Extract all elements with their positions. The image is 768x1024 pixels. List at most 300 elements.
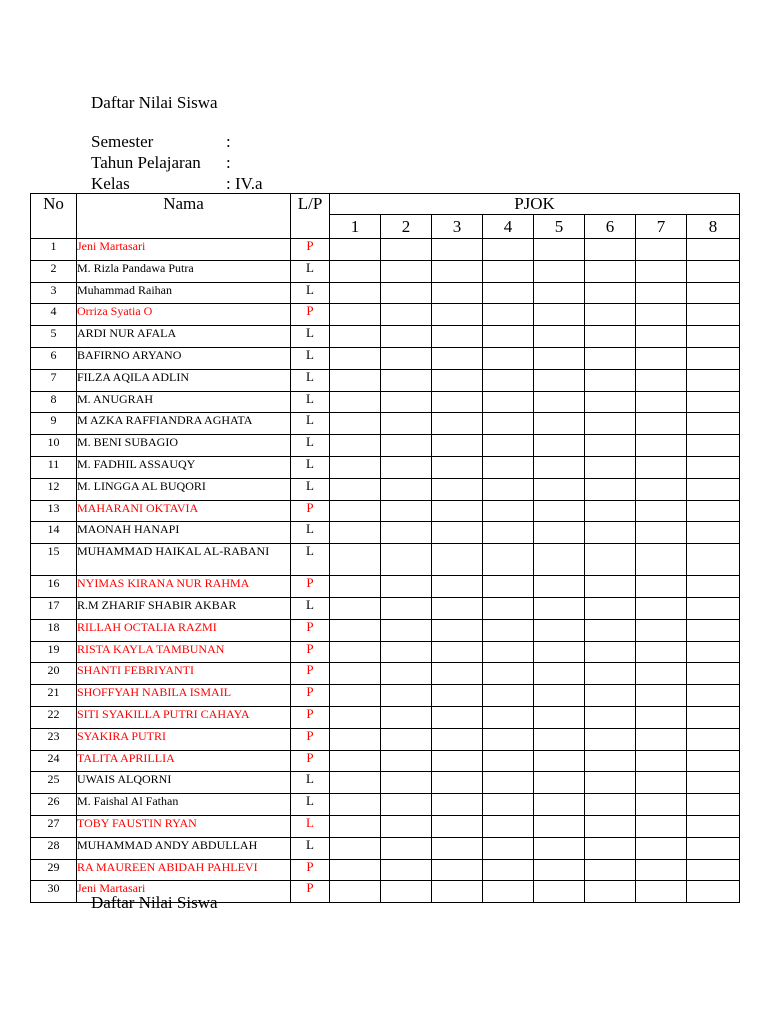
row-number: 28 bbox=[31, 837, 77, 859]
grade-cell[interactable] bbox=[534, 815, 585, 837]
grade-cell[interactable] bbox=[687, 347, 740, 369]
grade-cell[interactable] bbox=[483, 522, 534, 544]
student-name: M. LINGGA AL BUQORI bbox=[77, 478, 291, 500]
grade-cell[interactable] bbox=[330, 478, 381, 500]
grade-cell[interactable] bbox=[330, 728, 381, 750]
grade-cell[interactable] bbox=[381, 685, 432, 707]
grade-cell[interactable] bbox=[687, 239, 740, 261]
grades-table bbox=[30, 193, 740, 903]
grade-cell[interactable] bbox=[585, 456, 636, 478]
grade-cell[interactable] bbox=[585, 772, 636, 794]
grade-cell[interactable] bbox=[381, 544, 432, 576]
student-name: ARDI NUR AFALA bbox=[77, 326, 291, 348]
grade-cell[interactable] bbox=[432, 597, 483, 619]
grade-cell[interactable] bbox=[330, 641, 381, 663]
grade-cell[interactable] bbox=[483, 641, 534, 663]
grade-cell[interactable] bbox=[636, 435, 687, 457]
table-row bbox=[31, 544, 740, 576]
grade-cell[interactable] bbox=[687, 859, 740, 881]
grade-cell[interactable] bbox=[432, 326, 483, 348]
student-gender: P bbox=[291, 500, 330, 522]
grade-cell[interactable] bbox=[381, 619, 432, 641]
grade-cell[interactable] bbox=[330, 815, 381, 837]
grade-cell[interactable] bbox=[432, 576, 483, 598]
grade-cell[interactable] bbox=[687, 456, 740, 478]
grade-cell[interactable] bbox=[381, 772, 432, 794]
grade-cell[interactable] bbox=[330, 772, 381, 794]
header-column-1: 1 bbox=[330, 215, 381, 239]
grade-cell[interactable] bbox=[636, 500, 687, 522]
grade-cell[interactable] bbox=[534, 794, 585, 816]
grade-cell[interactable] bbox=[381, 347, 432, 369]
grade-cell[interactable] bbox=[585, 522, 636, 544]
student-gender: L bbox=[291, 597, 330, 619]
grade-cell[interactable] bbox=[432, 685, 483, 707]
grade-cell[interactable] bbox=[432, 881, 483, 903]
grade-cell[interactable] bbox=[687, 750, 740, 772]
grade-cell[interactable] bbox=[636, 544, 687, 576]
grade-cell[interactable] bbox=[636, 347, 687, 369]
grade-cell[interactable] bbox=[483, 881, 534, 903]
grade-cell[interactable] bbox=[534, 369, 585, 391]
grade-cell[interactable] bbox=[687, 500, 740, 522]
grade-cell[interactable] bbox=[483, 326, 534, 348]
grade-cell[interactable] bbox=[330, 435, 381, 457]
grade-cell[interactable] bbox=[687, 304, 740, 326]
row-number: 3 bbox=[31, 282, 77, 304]
grade-cell[interactable] bbox=[483, 391, 534, 413]
grade-cell[interactable] bbox=[585, 369, 636, 391]
grade-cell[interactable] bbox=[381, 282, 432, 304]
grade-cell[interactable] bbox=[585, 347, 636, 369]
grade-cell[interactable] bbox=[483, 772, 534, 794]
grade-cell[interactable] bbox=[330, 239, 381, 261]
grade-cell[interactable] bbox=[534, 260, 585, 282]
grade-cell[interactable] bbox=[585, 282, 636, 304]
grade-cell[interactable] bbox=[585, 750, 636, 772]
grade-cell[interactable] bbox=[534, 750, 585, 772]
table-row bbox=[31, 369, 740, 391]
grade-cell[interactable] bbox=[483, 815, 534, 837]
grade-cell[interactable] bbox=[330, 413, 381, 435]
grade-cell[interactable] bbox=[483, 544, 534, 576]
grade-cell[interactable] bbox=[381, 728, 432, 750]
grade-cell[interactable] bbox=[534, 772, 585, 794]
grade-cell[interactable] bbox=[636, 391, 687, 413]
student-rows bbox=[31, 239, 740, 903]
row-number: 13 bbox=[31, 500, 77, 522]
grade-cell[interactable] bbox=[687, 326, 740, 348]
grade-cell[interactable] bbox=[534, 413, 585, 435]
grade-cell[interactable] bbox=[687, 815, 740, 837]
student-name: M AZKA RAFFIANDRA AGHATA bbox=[77, 413, 291, 435]
grade-cell[interactable] bbox=[636, 815, 687, 837]
grade-cell[interactable] bbox=[585, 413, 636, 435]
grade-cell[interactable] bbox=[432, 391, 483, 413]
grade-cell[interactable] bbox=[687, 728, 740, 750]
grade-cell[interactable] bbox=[381, 576, 432, 598]
grade-cell[interactable] bbox=[585, 837, 636, 859]
grade-cell[interactable] bbox=[534, 478, 585, 500]
tahun-pelajaran-label: Tahun Pelajaran bbox=[91, 153, 201, 172]
student-name: SHOFFYAH NABILA ISMAIL bbox=[77, 685, 291, 707]
grade-cell[interactable] bbox=[330, 685, 381, 707]
grade-cell[interactable] bbox=[687, 881, 740, 903]
student-name: TOBY FAUSTIN RYAN bbox=[77, 815, 291, 837]
grade-cell[interactable] bbox=[687, 369, 740, 391]
grade-cell[interactable] bbox=[483, 369, 534, 391]
grade-cell[interactable] bbox=[687, 706, 740, 728]
grade-cell[interactable] bbox=[330, 522, 381, 544]
grade-cell[interactable] bbox=[585, 435, 636, 457]
grade-cell[interactable] bbox=[330, 260, 381, 282]
grade-cell[interactable] bbox=[432, 478, 483, 500]
grade-cell[interactable] bbox=[483, 304, 534, 326]
grade-cell[interactable] bbox=[534, 576, 585, 598]
grade-cell[interactable] bbox=[687, 641, 740, 663]
grade-cell[interactable] bbox=[330, 369, 381, 391]
kelas-line bbox=[91, 174, 263, 194]
grade-cell[interactable] bbox=[432, 347, 483, 369]
grade-cell[interactable] bbox=[534, 706, 585, 728]
student-name: RISTA KAYLA TAMBUNAN bbox=[77, 641, 291, 663]
table-row bbox=[31, 522, 740, 544]
grade-cell[interactable] bbox=[483, 478, 534, 500]
grade-cell[interactable] bbox=[381, 881, 432, 903]
grade-cell[interactable] bbox=[381, 522, 432, 544]
grade-cell[interactable] bbox=[585, 576, 636, 598]
grade-cell[interactable] bbox=[432, 619, 483, 641]
grade-cell[interactable] bbox=[483, 685, 534, 707]
grade-cell[interactable] bbox=[483, 413, 534, 435]
grade-cell[interactable] bbox=[381, 326, 432, 348]
student-name: SYAKIRA PUTRI bbox=[77, 728, 291, 750]
grade-cell[interactable] bbox=[381, 456, 432, 478]
grade-cell[interactable] bbox=[534, 347, 585, 369]
grade-cell[interactable] bbox=[534, 522, 585, 544]
grade-cell[interactable] bbox=[432, 772, 483, 794]
student-name: MAHARANI OKTAVIA bbox=[77, 500, 291, 522]
grade-cell[interactable] bbox=[483, 239, 534, 261]
grade-cell[interactable] bbox=[432, 369, 483, 391]
row-number: 11 bbox=[31, 456, 77, 478]
grade-cell[interactable] bbox=[636, 728, 687, 750]
grade-cell[interactable] bbox=[381, 478, 432, 500]
header-column-7: 7 bbox=[636, 215, 687, 239]
grade-cell[interactable] bbox=[534, 435, 585, 457]
grade-cell[interactable] bbox=[381, 369, 432, 391]
student-gender: L bbox=[291, 413, 330, 435]
grade-cell[interactable] bbox=[636, 619, 687, 641]
grade-cell[interactable] bbox=[432, 815, 483, 837]
grade-cell[interactable] bbox=[330, 881, 381, 903]
student-name: UWAIS ALQORNI bbox=[77, 772, 291, 794]
row-number: 21 bbox=[31, 685, 77, 707]
grade-cell[interactable] bbox=[432, 304, 483, 326]
grade-cell[interactable] bbox=[687, 413, 740, 435]
header-nama: Nama bbox=[77, 194, 291, 239]
table-row bbox=[31, 685, 740, 707]
grade-cell[interactable] bbox=[534, 239, 585, 261]
grade-cell[interactable] bbox=[534, 282, 585, 304]
table-row bbox=[31, 239, 740, 261]
student-name: M. FADHIL ASSAUQY bbox=[77, 456, 291, 478]
grade-cell[interactable] bbox=[381, 435, 432, 457]
grade-cell[interactable] bbox=[585, 641, 636, 663]
grade-cell[interactable] bbox=[534, 881, 585, 903]
grade-cell[interactable] bbox=[432, 641, 483, 663]
grade-cell[interactable] bbox=[330, 500, 381, 522]
grade-cell[interactable] bbox=[534, 456, 585, 478]
grade-cell[interactable] bbox=[585, 663, 636, 685]
grade-cell[interactable] bbox=[585, 260, 636, 282]
grade-cell[interactable] bbox=[381, 500, 432, 522]
grade-cell[interactable] bbox=[381, 859, 432, 881]
student-gender: L bbox=[291, 391, 330, 413]
grade-cell[interactable] bbox=[636, 837, 687, 859]
grade-cell[interactable] bbox=[381, 815, 432, 837]
grade-cell[interactable] bbox=[432, 544, 483, 576]
student-gender: L bbox=[291, 260, 330, 282]
grade-cell[interactable] bbox=[381, 794, 432, 816]
grade-cell[interactable] bbox=[330, 859, 381, 881]
grade-cell[interactable] bbox=[432, 260, 483, 282]
grade-cell[interactable] bbox=[330, 706, 381, 728]
grade-cell[interactable] bbox=[534, 304, 585, 326]
row-number: 25 bbox=[31, 772, 77, 794]
grade-cell[interactable] bbox=[432, 435, 483, 457]
grade-cell[interactable] bbox=[636, 239, 687, 261]
student-name: MUHAMMAD HAIKAL AL-RABANI bbox=[77, 544, 291, 576]
grade-cell[interactable] bbox=[381, 706, 432, 728]
grade-cell[interactable] bbox=[483, 859, 534, 881]
grade-cell[interactable] bbox=[585, 391, 636, 413]
grade-cell[interactable] bbox=[687, 282, 740, 304]
row-number: 9 bbox=[31, 413, 77, 435]
grade-cell[interactable] bbox=[687, 544, 740, 576]
grade-cell[interactable] bbox=[687, 837, 740, 859]
grade-cell[interactable] bbox=[483, 435, 534, 457]
semester-label: Semester bbox=[91, 132, 154, 151]
grade-cell[interactable] bbox=[381, 641, 432, 663]
grade-cell[interactable] bbox=[432, 456, 483, 478]
grade-cell[interactable] bbox=[585, 500, 636, 522]
grade-cell[interactable] bbox=[330, 794, 381, 816]
grade-cell[interactable] bbox=[585, 619, 636, 641]
grade-cell[interactable] bbox=[432, 859, 483, 881]
grade-cell[interactable] bbox=[330, 391, 381, 413]
grade-cell[interactable] bbox=[687, 685, 740, 707]
grade-cell[interactable] bbox=[483, 597, 534, 619]
grade-cell[interactable] bbox=[330, 304, 381, 326]
grade-cell[interactable] bbox=[483, 706, 534, 728]
grade-cell[interactable] bbox=[636, 260, 687, 282]
grade-cell[interactable] bbox=[585, 685, 636, 707]
row-number: 24 bbox=[31, 750, 77, 772]
grade-cell[interactable] bbox=[483, 282, 534, 304]
document-title: Daftar Nilai Siswa bbox=[91, 93, 218, 112]
grade-cell[interactable] bbox=[636, 413, 687, 435]
grade-cell[interactable] bbox=[483, 663, 534, 685]
grade-cell[interactable] bbox=[381, 837, 432, 859]
grade-cell[interactable] bbox=[432, 522, 483, 544]
grade-cell[interactable] bbox=[330, 576, 381, 598]
grade-cell[interactable] bbox=[432, 750, 483, 772]
grade-cell[interactable] bbox=[534, 597, 585, 619]
grade-cell[interactable] bbox=[585, 544, 636, 576]
grade-cell[interactable] bbox=[381, 413, 432, 435]
grade-cell[interactable] bbox=[636, 794, 687, 816]
grade-cell[interactable] bbox=[483, 347, 534, 369]
grade-cell[interactable] bbox=[330, 597, 381, 619]
grade-cell[interactable] bbox=[636, 859, 687, 881]
student-name: R.M ZHARIF SHABIR AKBAR bbox=[77, 597, 291, 619]
grade-cell[interactable] bbox=[534, 663, 585, 685]
header-column-4: 4 bbox=[483, 215, 534, 239]
grade-cell[interactable] bbox=[585, 815, 636, 837]
student-name: NYIMAS KIRANA NUR RAHMA bbox=[77, 576, 291, 598]
grade-cell[interactable] bbox=[432, 837, 483, 859]
grade-cell[interactable] bbox=[534, 326, 585, 348]
row-number: 27 bbox=[31, 815, 77, 837]
grade-cell[interactable] bbox=[687, 260, 740, 282]
grade-cell[interactable] bbox=[636, 326, 687, 348]
grade-cell[interactable] bbox=[534, 728, 585, 750]
row-number: 17 bbox=[31, 597, 77, 619]
grade-cell[interactable] bbox=[432, 500, 483, 522]
student-gender: P bbox=[291, 239, 330, 261]
grade-cell[interactable] bbox=[534, 544, 585, 576]
student-name: TALITA APRILLIA bbox=[77, 750, 291, 772]
grade-cell[interactable] bbox=[432, 239, 483, 261]
grade-cell[interactable] bbox=[330, 282, 381, 304]
grade-cell[interactable] bbox=[585, 706, 636, 728]
grade-cell[interactable] bbox=[585, 728, 636, 750]
grade-cell[interactable] bbox=[381, 663, 432, 685]
student-name: M. BENI SUBAGIO bbox=[77, 435, 291, 457]
grade-cell[interactable] bbox=[381, 597, 432, 619]
grade-cell[interactable] bbox=[636, 522, 687, 544]
grade-cell[interactable] bbox=[585, 478, 636, 500]
grade-cell[interactable] bbox=[381, 260, 432, 282]
grade-cell[interactable] bbox=[432, 663, 483, 685]
grade-cell[interactable] bbox=[636, 576, 687, 598]
grade-cell[interactable] bbox=[636, 685, 687, 707]
grade-cell[interactable] bbox=[432, 282, 483, 304]
grade-cell[interactable] bbox=[636, 706, 687, 728]
student-name: BAFIRNO ARYANO bbox=[77, 347, 291, 369]
grade-cell[interactable] bbox=[483, 619, 534, 641]
grade-cell[interactable] bbox=[687, 522, 740, 544]
grade-cell[interactable] bbox=[483, 837, 534, 859]
grade-cell[interactable] bbox=[687, 663, 740, 685]
grade-cell[interactable] bbox=[330, 837, 381, 859]
grade-cell[interactable] bbox=[636, 663, 687, 685]
grade-cell[interactable] bbox=[483, 750, 534, 772]
grade-cell[interactable] bbox=[687, 597, 740, 619]
grade-cell[interactable] bbox=[636, 597, 687, 619]
grade-cell[interactable] bbox=[636, 456, 687, 478]
grade-cell[interactable] bbox=[585, 794, 636, 816]
grade-cell[interactable] bbox=[534, 837, 585, 859]
grade-cell[interactable] bbox=[483, 456, 534, 478]
grade-cell[interactable] bbox=[636, 369, 687, 391]
grade-cell[interactable] bbox=[330, 347, 381, 369]
grade-cell[interactable] bbox=[534, 619, 585, 641]
semester-line bbox=[91, 132, 231, 152]
grade-cell[interactable] bbox=[585, 597, 636, 619]
grade-cell[interactable] bbox=[687, 619, 740, 641]
grade-cell[interactable] bbox=[687, 391, 740, 413]
grade-cell[interactable] bbox=[636, 282, 687, 304]
grade-cell[interactable] bbox=[330, 456, 381, 478]
grade-cell[interactable] bbox=[585, 304, 636, 326]
grade-cell[interactable] bbox=[483, 260, 534, 282]
grade-cell[interactable] bbox=[534, 641, 585, 663]
grade-cell[interactable] bbox=[687, 794, 740, 816]
row-number: 18 bbox=[31, 619, 77, 641]
grade-cell[interactable] bbox=[534, 500, 585, 522]
grade-cell[interactable] bbox=[687, 435, 740, 457]
grade-cell[interactable] bbox=[330, 750, 381, 772]
grade-cell[interactable] bbox=[534, 391, 585, 413]
grade-cell[interactable] bbox=[636, 772, 687, 794]
grade-cell[interactable] bbox=[585, 859, 636, 881]
grade-cell[interactable] bbox=[330, 326, 381, 348]
table-row bbox=[31, 794, 740, 816]
grade-cell[interactable] bbox=[687, 576, 740, 598]
grade-cell[interactable] bbox=[381, 304, 432, 326]
grade-cell[interactable] bbox=[432, 706, 483, 728]
grade-cell[interactable] bbox=[636, 304, 687, 326]
grade-cell[interactable] bbox=[687, 478, 740, 500]
grade-cell[interactable] bbox=[636, 478, 687, 500]
grade-cell[interactable] bbox=[330, 663, 381, 685]
table-row bbox=[31, 478, 740, 500]
grade-cell[interactable] bbox=[483, 728, 534, 750]
grade-cell[interactable] bbox=[381, 391, 432, 413]
grade-cell[interactable] bbox=[381, 239, 432, 261]
table-row bbox=[31, 750, 740, 772]
grade-cell[interactable] bbox=[534, 685, 585, 707]
grade-cell[interactable] bbox=[432, 794, 483, 816]
grade-cell[interactable] bbox=[483, 576, 534, 598]
semester-value: : bbox=[226, 132, 231, 151]
table-row bbox=[31, 619, 740, 641]
grade-cell[interactable] bbox=[483, 500, 534, 522]
grade-cell[interactable] bbox=[636, 641, 687, 663]
student-gender: P bbox=[291, 663, 330, 685]
table-row bbox=[31, 576, 740, 598]
grade-cell[interactable] bbox=[330, 544, 381, 576]
row-number: 5 bbox=[31, 326, 77, 348]
grade-cell[interactable] bbox=[483, 794, 534, 816]
grade-cell[interactable] bbox=[636, 750, 687, 772]
row-number: 15 bbox=[31, 544, 77, 576]
grade-cell[interactable] bbox=[432, 413, 483, 435]
grade-cell[interactable] bbox=[636, 881, 687, 903]
grade-cell[interactable] bbox=[381, 750, 432, 772]
grade-cell[interactable] bbox=[330, 619, 381, 641]
grade-cell[interactable] bbox=[432, 728, 483, 750]
grade-cell[interactable] bbox=[585, 326, 636, 348]
grade-cell[interactable] bbox=[585, 239, 636, 261]
row-number: 16 bbox=[31, 576, 77, 598]
header-column-2: 2 bbox=[381, 215, 432, 239]
grade-cell[interactable] bbox=[585, 881, 636, 903]
grade-cell[interactable] bbox=[687, 772, 740, 794]
grade-cell[interactable] bbox=[534, 859, 585, 881]
